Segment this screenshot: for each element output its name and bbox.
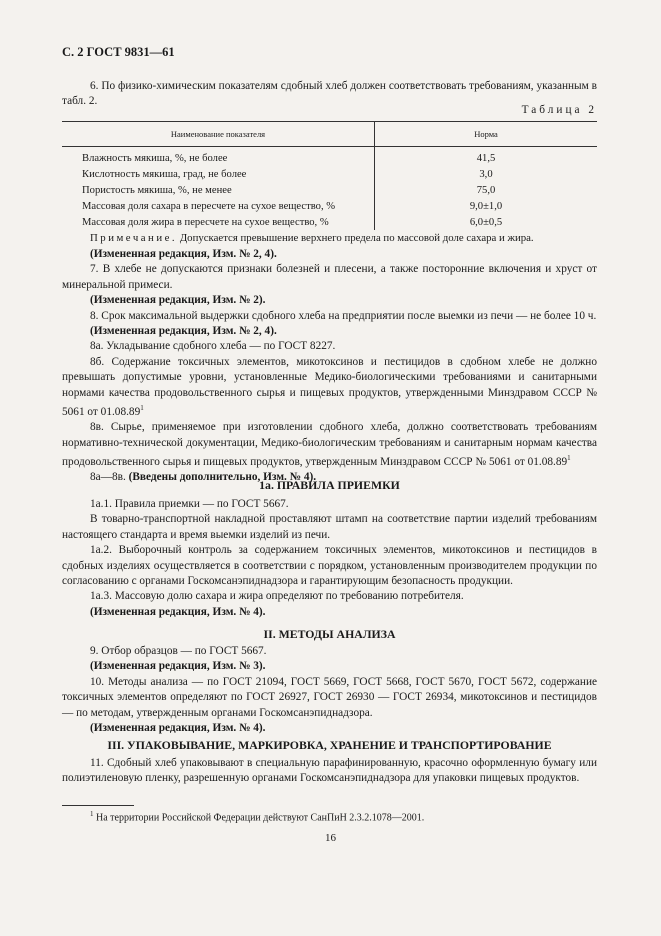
item-8: 8. Срок максимальной выдержки сдобного хлеба на предприятии после выемки из печи — не более 10 ч.	[90, 309, 597, 322]
edition-note: (Измененная редакция, Изм. № 2, 4).	[90, 248, 277, 260]
edition-note: (Измененная редакция, Изм. № 3).	[90, 660, 266, 673]
row-name: Пористость мякиша, %, не менее	[82, 184, 232, 196]
table-2	[62, 121, 597, 230]
section-heading-1a: 1а. ПРАВИЛА ПРИЕМКИ	[259, 478, 400, 492]
row-value: 9,0±1,0	[375, 198, 598, 214]
body-block-3	[62, 644, 597, 736]
row-name: Кислотность мякиша, град, не более	[82, 169, 247, 181]
item-8b	[62, 355, 597, 420]
row-value: 3,0	[375, 167, 598, 183]
item-6: 6. По физико-химическим показателям сдобный хлеб должен соответствовать требованиям, указанным в табл. 2.	[62, 80, 597, 108]
item-8a: 8а. Укладывание сдобного хлеба — по ГОСТ 8227.	[90, 340, 336, 353]
item-1a1b: В товарно-транспортной накладной проставляют штамп на соответствие партии изделий требованиям настоящего стандарта и время выемки изделий из печи.	[62, 513, 597, 541]
section-heading-3: III. УПАКОВЫВАНИЕ, МАРКИРОВКА, ХРАНЕНИЕ И ТРАНСПОРТИРОВАНИЕ	[107, 738, 552, 752]
item-8v	[62, 420, 597, 470]
item-10: 10. Методы анализа — по ГОСТ 21094, ГОСТ 5669, ГОСТ 5668, ГОСТ 5670, ГОСТ 5672, содержание токсичных элементов определяют по ГОСТ 26927, ГОСТ 26930 — ГОСТ 26934, микотоксинов и пестицидов — по методам, утвержденным органами Госкомсанэпиднадзора.	[62, 675, 597, 719]
row-name: Массовая доля жира в пересчете на сухое вещество, %	[82, 216, 329, 228]
col-norm-header: Норма	[375, 122, 598, 147]
col-name-header: Наименование показателя	[62, 122, 375, 147]
table-row	[62, 183, 597, 199]
page-header: С. 2 ГОСТ 9831—61	[62, 45, 175, 59]
edition-note: (Измененная редакция, Изм. № 2).	[90, 294, 266, 307]
section-heading-2: II. МЕТОДЫ АНАЛИЗА	[263, 627, 396, 641]
item-1a1: 1а.1. Правила приемки — по ГОСТ 5667.	[90, 498, 289, 510]
row-value: 41,5	[375, 151, 598, 167]
table-caption: Таблица 2	[521, 104, 597, 116]
table-row	[62, 167, 597, 183]
body-block-2	[62, 497, 597, 620]
table-row	[62, 214, 597, 230]
row-value: 75,0	[375, 183, 598, 199]
footnote-text: На территории Российской Федерации действуют СанПиН 2.3.2.1078—2001.	[96, 812, 425, 824]
footnote-mark: 1	[90, 810, 94, 818]
page-number: 16	[325, 832, 336, 844]
item-8b-text: 8б. Содержание токсичных элементов, микотоксинов и пестицидов в сдобном хлебе не должно превышать допустимые уровни, установленные Медико-биологическими требованиями и санитарными нормами качества продовольственного сырья и пищевых продуктов, утвержденными Минздравом СССР № 5061 от 01.08.89	[62, 355, 597, 418]
table-note	[62, 232, 597, 244]
item-1a2: 1а.2. Выборочный контроль за содержанием токсичных элементов, микотоксинов и пестицидов в сдобных изделиях осуществляется в соответствии с порядком, установленным производителем продукции по согласованию с органами Госкомсанэпиднадзора и гарантирующим безопасность продукции.	[62, 544, 597, 588]
footnote-mark: 1	[140, 404, 144, 413]
edition-note: (Измененная редакция, Изм. № 4).	[90, 605, 266, 618]
edition-note: (Измененная редакция, Изм. № 4).	[90, 722, 266, 735]
item-9: 9. Отбор образцов — по ГОСТ 5667.	[90, 645, 267, 657]
edition-note: (Измененная редакция, Изм. № 2, 4).	[90, 325, 277, 338]
table-row	[62, 198, 597, 214]
item-7: 7. В хлебе не допускаются признаки болезней и плесени, а также посторонние включения и хруст от минеральной примеси.	[62, 263, 597, 291]
body-block-1	[62, 247, 597, 486]
item-11: 11. Сдобный хлеб упаковывают в специальную парафинированную, красочно оформленную бумагу или полиэтиленовую пленку, разрешенную органами Госкомсанэпиднадзора для упаковки пищевых продуктов.	[62, 757, 597, 785]
item-8v-text: 8в. Сырье, применяемое при изготовлении сдобного хлеба, должно соответствовать требованиям нормативно-технической документации, Медико-биологическим требованиям и санитарным нормам качества продовольственного сырья и пищевых продуктов, утвержденным Минздравом СССР № 5061 от 01.08.89	[62, 421, 597, 468]
note-text: Допускается превышение верхнего предела по массовой доле сахара и жира.	[179, 232, 534, 244]
table-row	[62, 151, 597, 167]
intro-edition: (Введены дополнительно, Изм. № 4).	[128, 471, 317, 484]
row-name: Влажность мякиша, %, не более	[82, 153, 228, 165]
note-label: Примечание.	[90, 232, 178, 244]
row-name: Массовая доля сахара в пересчете на сухое вещество, %	[82, 200, 336, 212]
footnote	[90, 810, 424, 823]
row-value: 6,0±0,5	[375, 214, 598, 230]
intro-range: 8а—8в.	[90, 471, 126, 484]
footnote-mark: 1	[567, 454, 571, 463]
item-1a3: 1а.3. Массовую долю сахара и жира определяют по требованию потребителя.	[90, 590, 464, 603]
footnote-divider	[62, 805, 134, 806]
